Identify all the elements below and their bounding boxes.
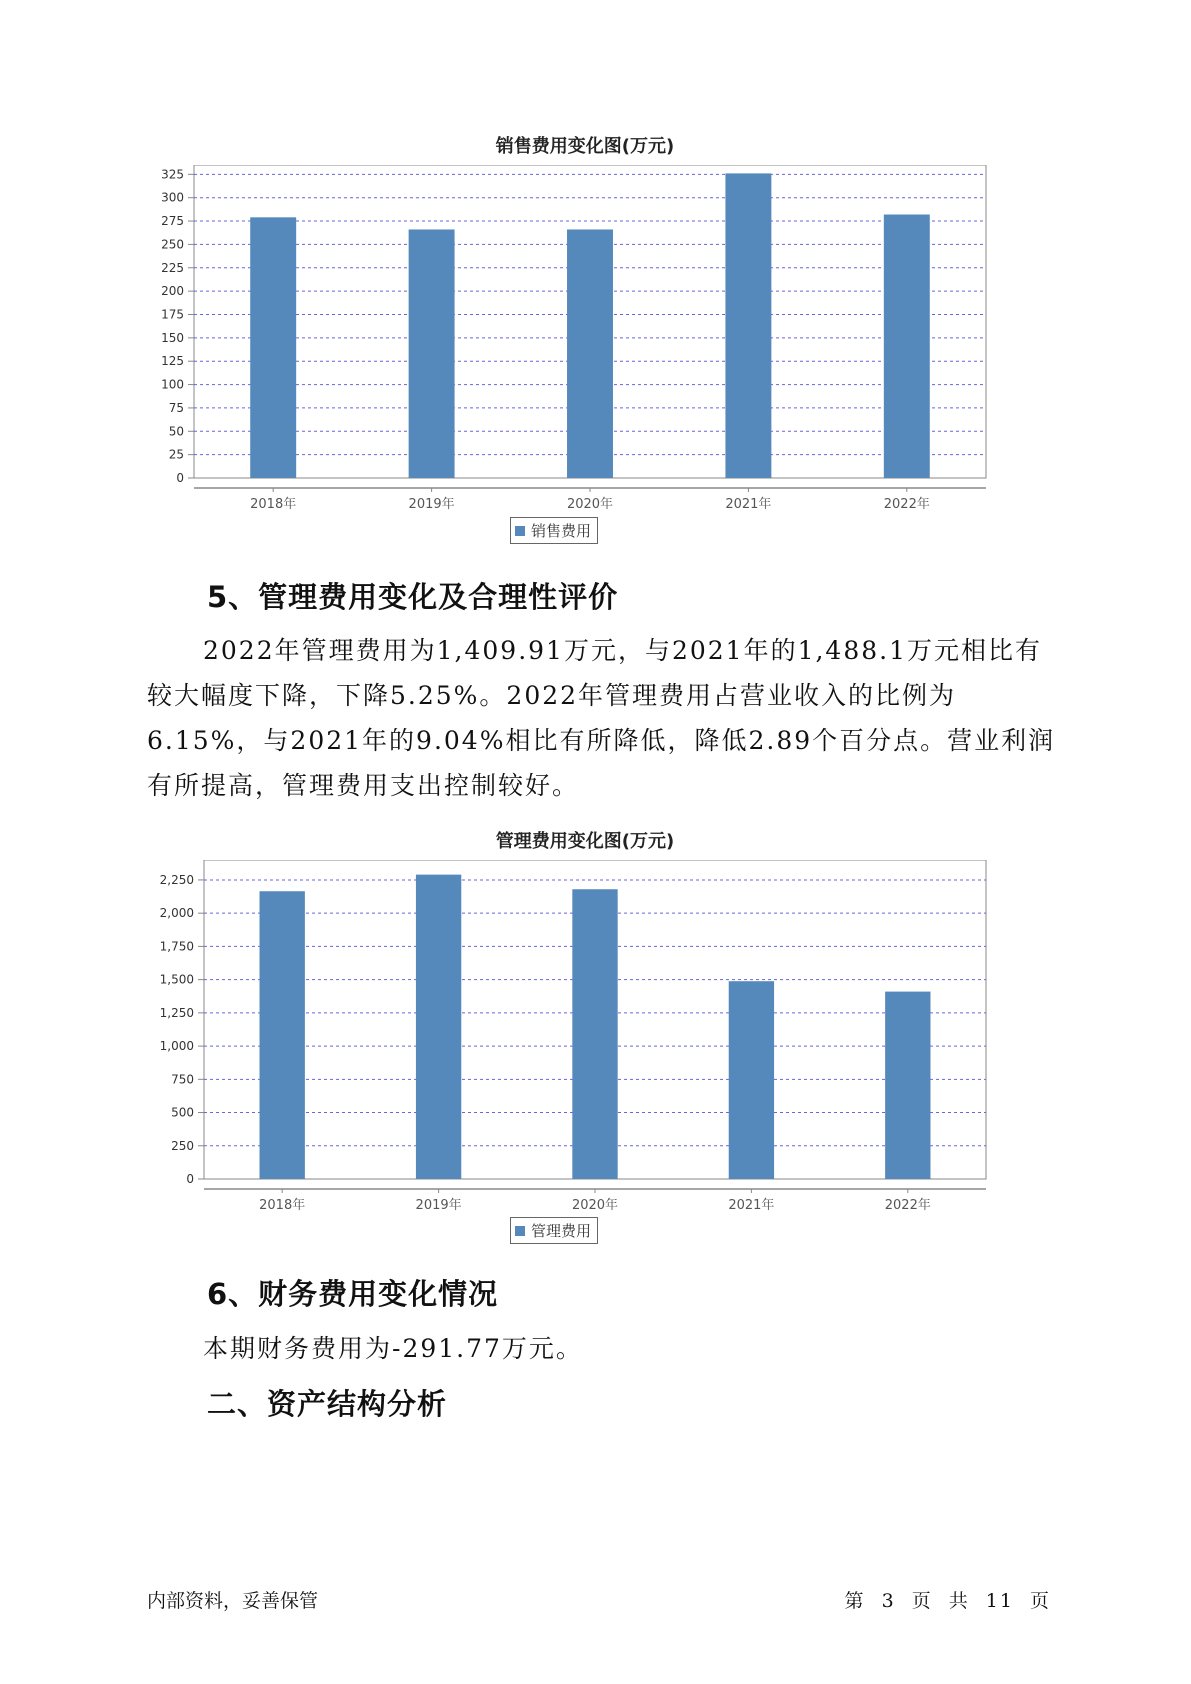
y-tick-label: 1,500	[159, 972, 194, 987]
y-tick-label: 1,750	[159, 939, 194, 954]
x-tick-label: 2022年	[884, 1198, 931, 1213]
y-tick-label: 0	[186, 1172, 194, 1186]
y-tick-label: 300	[161, 190, 184, 205]
sales-chart-legend	[510, 517, 598, 544]
bar-3	[572, 889, 617, 1179]
x-tick-label: 2018年	[250, 497, 297, 512]
bar-2	[409, 229, 455, 478]
admin-chart-block	[150, 825, 1020, 1250]
bar-2	[416, 875, 461, 1179]
bar-4	[729, 981, 774, 1179]
finance-heading: 6、财务费用变化情况	[207, 1277, 499, 1311]
finance-paragraph: 本期财务费用为-291.77万元。	[203, 1334, 583, 1363]
sales-chart-title: 销售费用变化图(万元)	[495, 136, 675, 157]
x-tick-label: 2019年	[415, 1198, 462, 1213]
y-tick-label: 100	[161, 377, 184, 392]
y-tick-label: 225	[161, 260, 184, 275]
y-tick-label: 50	[168, 424, 184, 439]
y-tick-label: 2,250	[159, 872, 194, 887]
bar-1	[250, 217, 296, 478]
x-tick-label: 2021年	[725, 497, 772, 512]
y-tick-label: 2,000	[159, 906, 194, 921]
y-tick-label: 0	[176, 471, 184, 485]
bar-1	[260, 891, 305, 1179]
y-tick-label: 150	[161, 330, 184, 345]
x-tick-label: 2022年	[883, 497, 930, 512]
legend-swatch	[515, 526, 525, 536]
y-tick-label: 75	[168, 400, 184, 415]
x-tick-label: 2019年	[408, 497, 455, 512]
admin-heading: 5、管理费用变化及合理性评价	[207, 580, 619, 614]
admin-chart	[150, 860, 1020, 1245]
y-tick-label: 1,250	[159, 1005, 194, 1020]
bar-3	[567, 229, 613, 478]
sales-chart	[150, 165, 1020, 540]
footer-confidential: 内部资料，妥善保管	[147, 1590, 319, 1612]
y-tick-label: 325	[161, 167, 184, 182]
y-tick-label: 125	[161, 354, 184, 369]
y-tick-label: 500	[171, 1105, 194, 1120]
bar-5	[884, 215, 930, 478]
sales-chart-block	[150, 130, 1020, 550]
admin-paragraph: 2022年管理费用为1,409.91万元，与2021年的1,488.1万元相比有较大幅度下降，下降5.25%。2022年管理费用占营业收入的比例为6.15%，与2021年的9.04%相比有所降低，降低2.89个百分点。营业利润有所提高，管理费用支出控制较好。	[147, 636, 1056, 800]
y-tick-label: 200	[161, 284, 184, 299]
admin-chart-legend	[510, 1217, 598, 1244]
x-tick-label: 2020年	[571, 1198, 619, 1213]
y-tick-label: 175	[161, 307, 184, 322]
y-tick-label: 250	[171, 1138, 194, 1153]
legend-swatch	[515, 1226, 525, 1236]
y-tick-label: 250	[161, 237, 184, 252]
asset-heading: 二、资产结构分析	[207, 1387, 448, 1421]
y-tick-label: 750	[171, 1072, 194, 1087]
footer-page-number: 第 3 页 共 11 页	[844, 1590, 1051, 1612]
x-tick-label: 2021年	[728, 1198, 775, 1213]
legend-label: 管理费用	[531, 1222, 592, 1240]
y-tick-label: 1,000	[159, 1039, 194, 1054]
y-tick-label: 275	[161, 214, 184, 229]
bar-5	[885, 992, 930, 1179]
bar-4	[725, 173, 771, 478]
legend-label: 销售费用	[531, 522, 592, 540]
y-tick-label: 25	[168, 447, 184, 462]
admin-chart-title: 管理费用变化图(万元)	[495, 831, 675, 852]
x-tick-label: 2018年	[259, 1198, 306, 1213]
x-tick-label: 2020年	[566, 497, 614, 512]
